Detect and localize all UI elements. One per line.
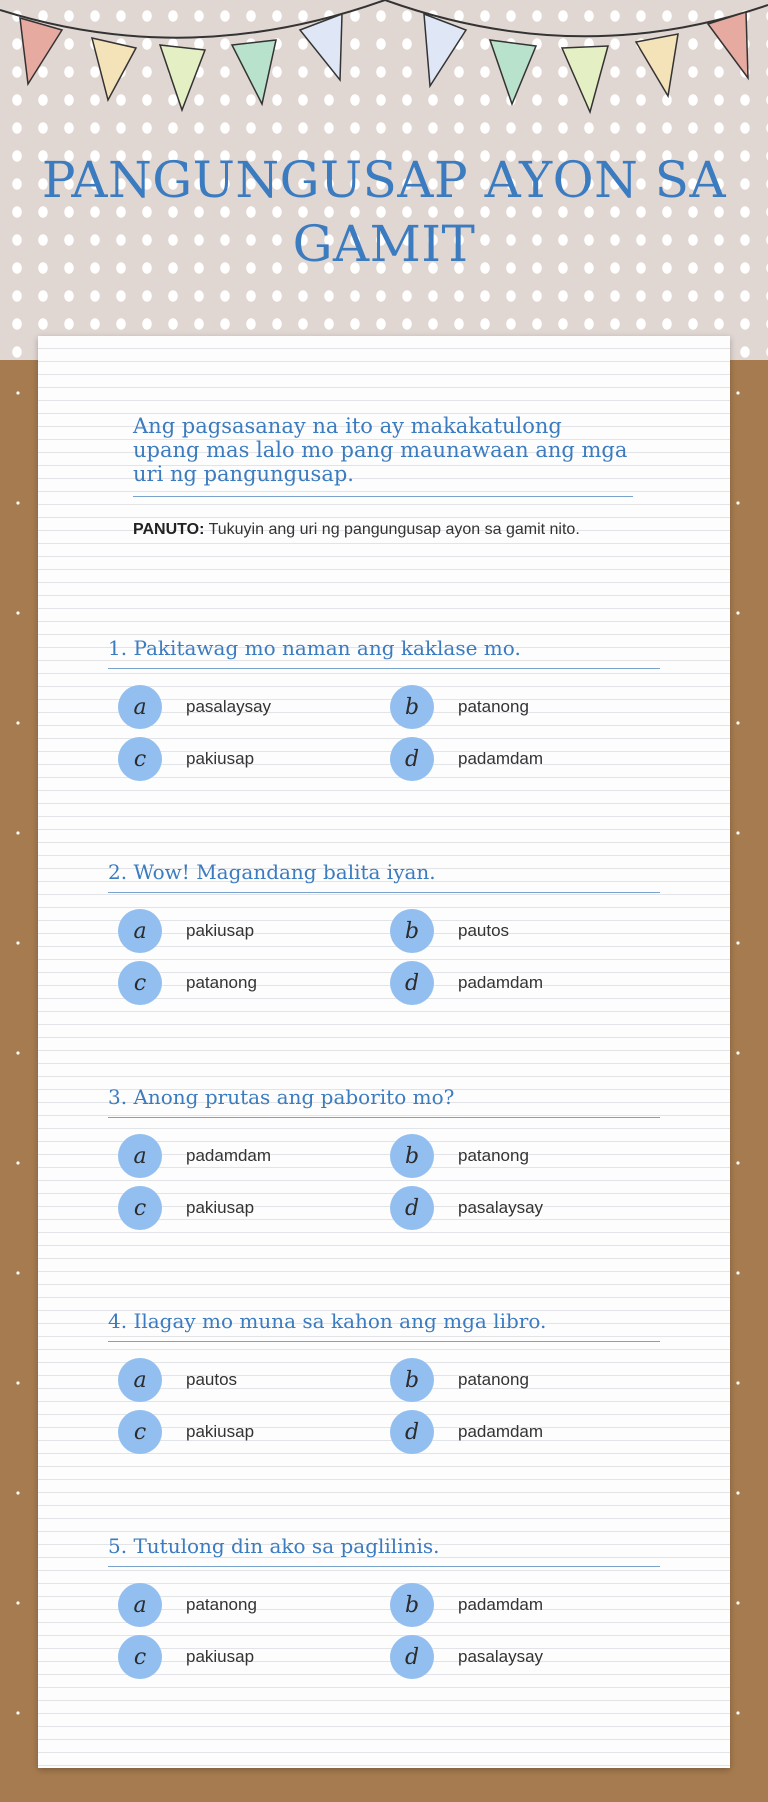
- question-text: 2. Wow! Magandang balita iyan.: [108, 858, 660, 893]
- options-group: [108, 669, 660, 779]
- option-a[interactable]: [118, 1583, 257, 1627]
- option-label: pakiusap: [186, 921, 255, 940]
- option-letter-a: a: [118, 1134, 162, 1178]
- option-label: pakiusap: [186, 749, 255, 768]
- option-letter-b: b: [390, 1134, 434, 1178]
- instructions: [133, 516, 633, 543]
- option-b[interactable]: [390, 1583, 543, 1627]
- bunting-decoration: [0, 0, 768, 130]
- option-letter-b: b: [390, 1358, 434, 1402]
- option-label: padamdam: [458, 749, 544, 768]
- option-label: padamdam: [458, 973, 544, 992]
- option-a[interactable]: [118, 909, 254, 953]
- option-label: pakiusap: [186, 1422, 255, 1441]
- option-label: patanong: [186, 1595, 257, 1614]
- option-d[interactable]: [390, 1186, 543, 1230]
- option-letter-b: b: [390, 685, 434, 729]
- option-label: pasalaysay: [186, 697, 272, 716]
- option-b[interactable]: [390, 685, 529, 729]
- option-b[interactable]: [390, 909, 509, 953]
- option-c[interactable]: [118, 1410, 254, 1454]
- option-letter-c: c: [118, 1635, 162, 1679]
- question-4: [108, 1307, 660, 1452]
- instructions-text: Tukuyin ang uri ng pangungusap ayon sa gamit nito.: [208, 521, 580, 538]
- option-label: patanong: [458, 1146, 529, 1165]
- option-d[interactable]: [390, 737, 543, 781]
- option-letter-d: d: [390, 737, 434, 781]
- option-label: patanong: [458, 697, 529, 716]
- question-2: [108, 858, 660, 1003]
- option-d[interactable]: [390, 1410, 543, 1454]
- question-3: [108, 1083, 660, 1228]
- option-letter-a: a: [118, 685, 162, 729]
- option-c[interactable]: [118, 1186, 254, 1230]
- option-letter-b: b: [390, 1583, 434, 1627]
- option-d[interactable]: [390, 1635, 543, 1679]
- options-group: [108, 1118, 660, 1228]
- instructions-label: PANUTO:: [133, 521, 205, 538]
- option-letter-d: d: [390, 961, 434, 1005]
- option-letter-d: d: [390, 1635, 434, 1679]
- option-letter-c: c: [118, 961, 162, 1005]
- option-letter-b: b: [390, 909, 434, 953]
- option-label: padamdam: [458, 1422, 544, 1441]
- option-letter-c: c: [118, 1186, 162, 1230]
- option-letter-a: a: [118, 1583, 162, 1627]
- option-label: pakiusap: [186, 1198, 255, 1217]
- option-b[interactable]: [390, 1134, 529, 1178]
- option-label: pakiusap: [186, 1647, 255, 1666]
- question-text: 5. Tutulong din ako sa paglilinis.: [108, 1532, 660, 1567]
- question-text: 3. Anong prutas ang paborito mo?: [108, 1083, 660, 1118]
- option-c[interactable]: [118, 1635, 254, 1679]
- option-letter-c: c: [118, 1410, 162, 1454]
- option-b[interactable]: [390, 1358, 529, 1402]
- option-c[interactable]: [118, 961, 257, 1005]
- question-5: [108, 1532, 660, 1677]
- options-group: [108, 1567, 660, 1677]
- page-title: PANGUNGUSAP AYON SA GAMIT: [41, 151, 727, 273]
- option-a[interactable]: [118, 1134, 271, 1178]
- option-label: padamdam: [458, 1595, 544, 1614]
- option-label: pasalaysay: [458, 1198, 544, 1217]
- option-letter-a: a: [118, 1358, 162, 1402]
- option-label: padamdam: [186, 1146, 272, 1165]
- option-label: pasalaysay: [458, 1647, 544, 1666]
- option-label: patanong: [186, 973, 257, 992]
- question-text: 4. Ilagay mo muna sa kahon ang mga libro.: [108, 1307, 660, 1342]
- option-label: patanong: [458, 1370, 529, 1389]
- option-label: pautos: [186, 1370, 238, 1389]
- options-group: [108, 1342, 660, 1452]
- option-a[interactable]: [118, 1358, 237, 1402]
- options-group: [108, 893, 660, 1003]
- option-letter-d: d: [390, 1410, 434, 1454]
- option-letter-d: d: [390, 1186, 434, 1230]
- option-a[interactable]: [118, 685, 271, 729]
- question-text: 1. Pakitawag mo naman ang kaklase mo.: [108, 634, 660, 669]
- option-letter-a: a: [118, 909, 162, 953]
- option-letter-c: c: [118, 737, 162, 781]
- option-label: pautos: [458, 921, 510, 940]
- option-d[interactable]: [390, 961, 543, 1005]
- intro-text: Ang pagsasanay na ito ay makakatulong upang mas lalo mo pang maunawaan ang mga uri ng pangungusap.: [133, 414, 633, 497]
- option-c[interactable]: [118, 737, 254, 781]
- question-1: [108, 634, 660, 779]
